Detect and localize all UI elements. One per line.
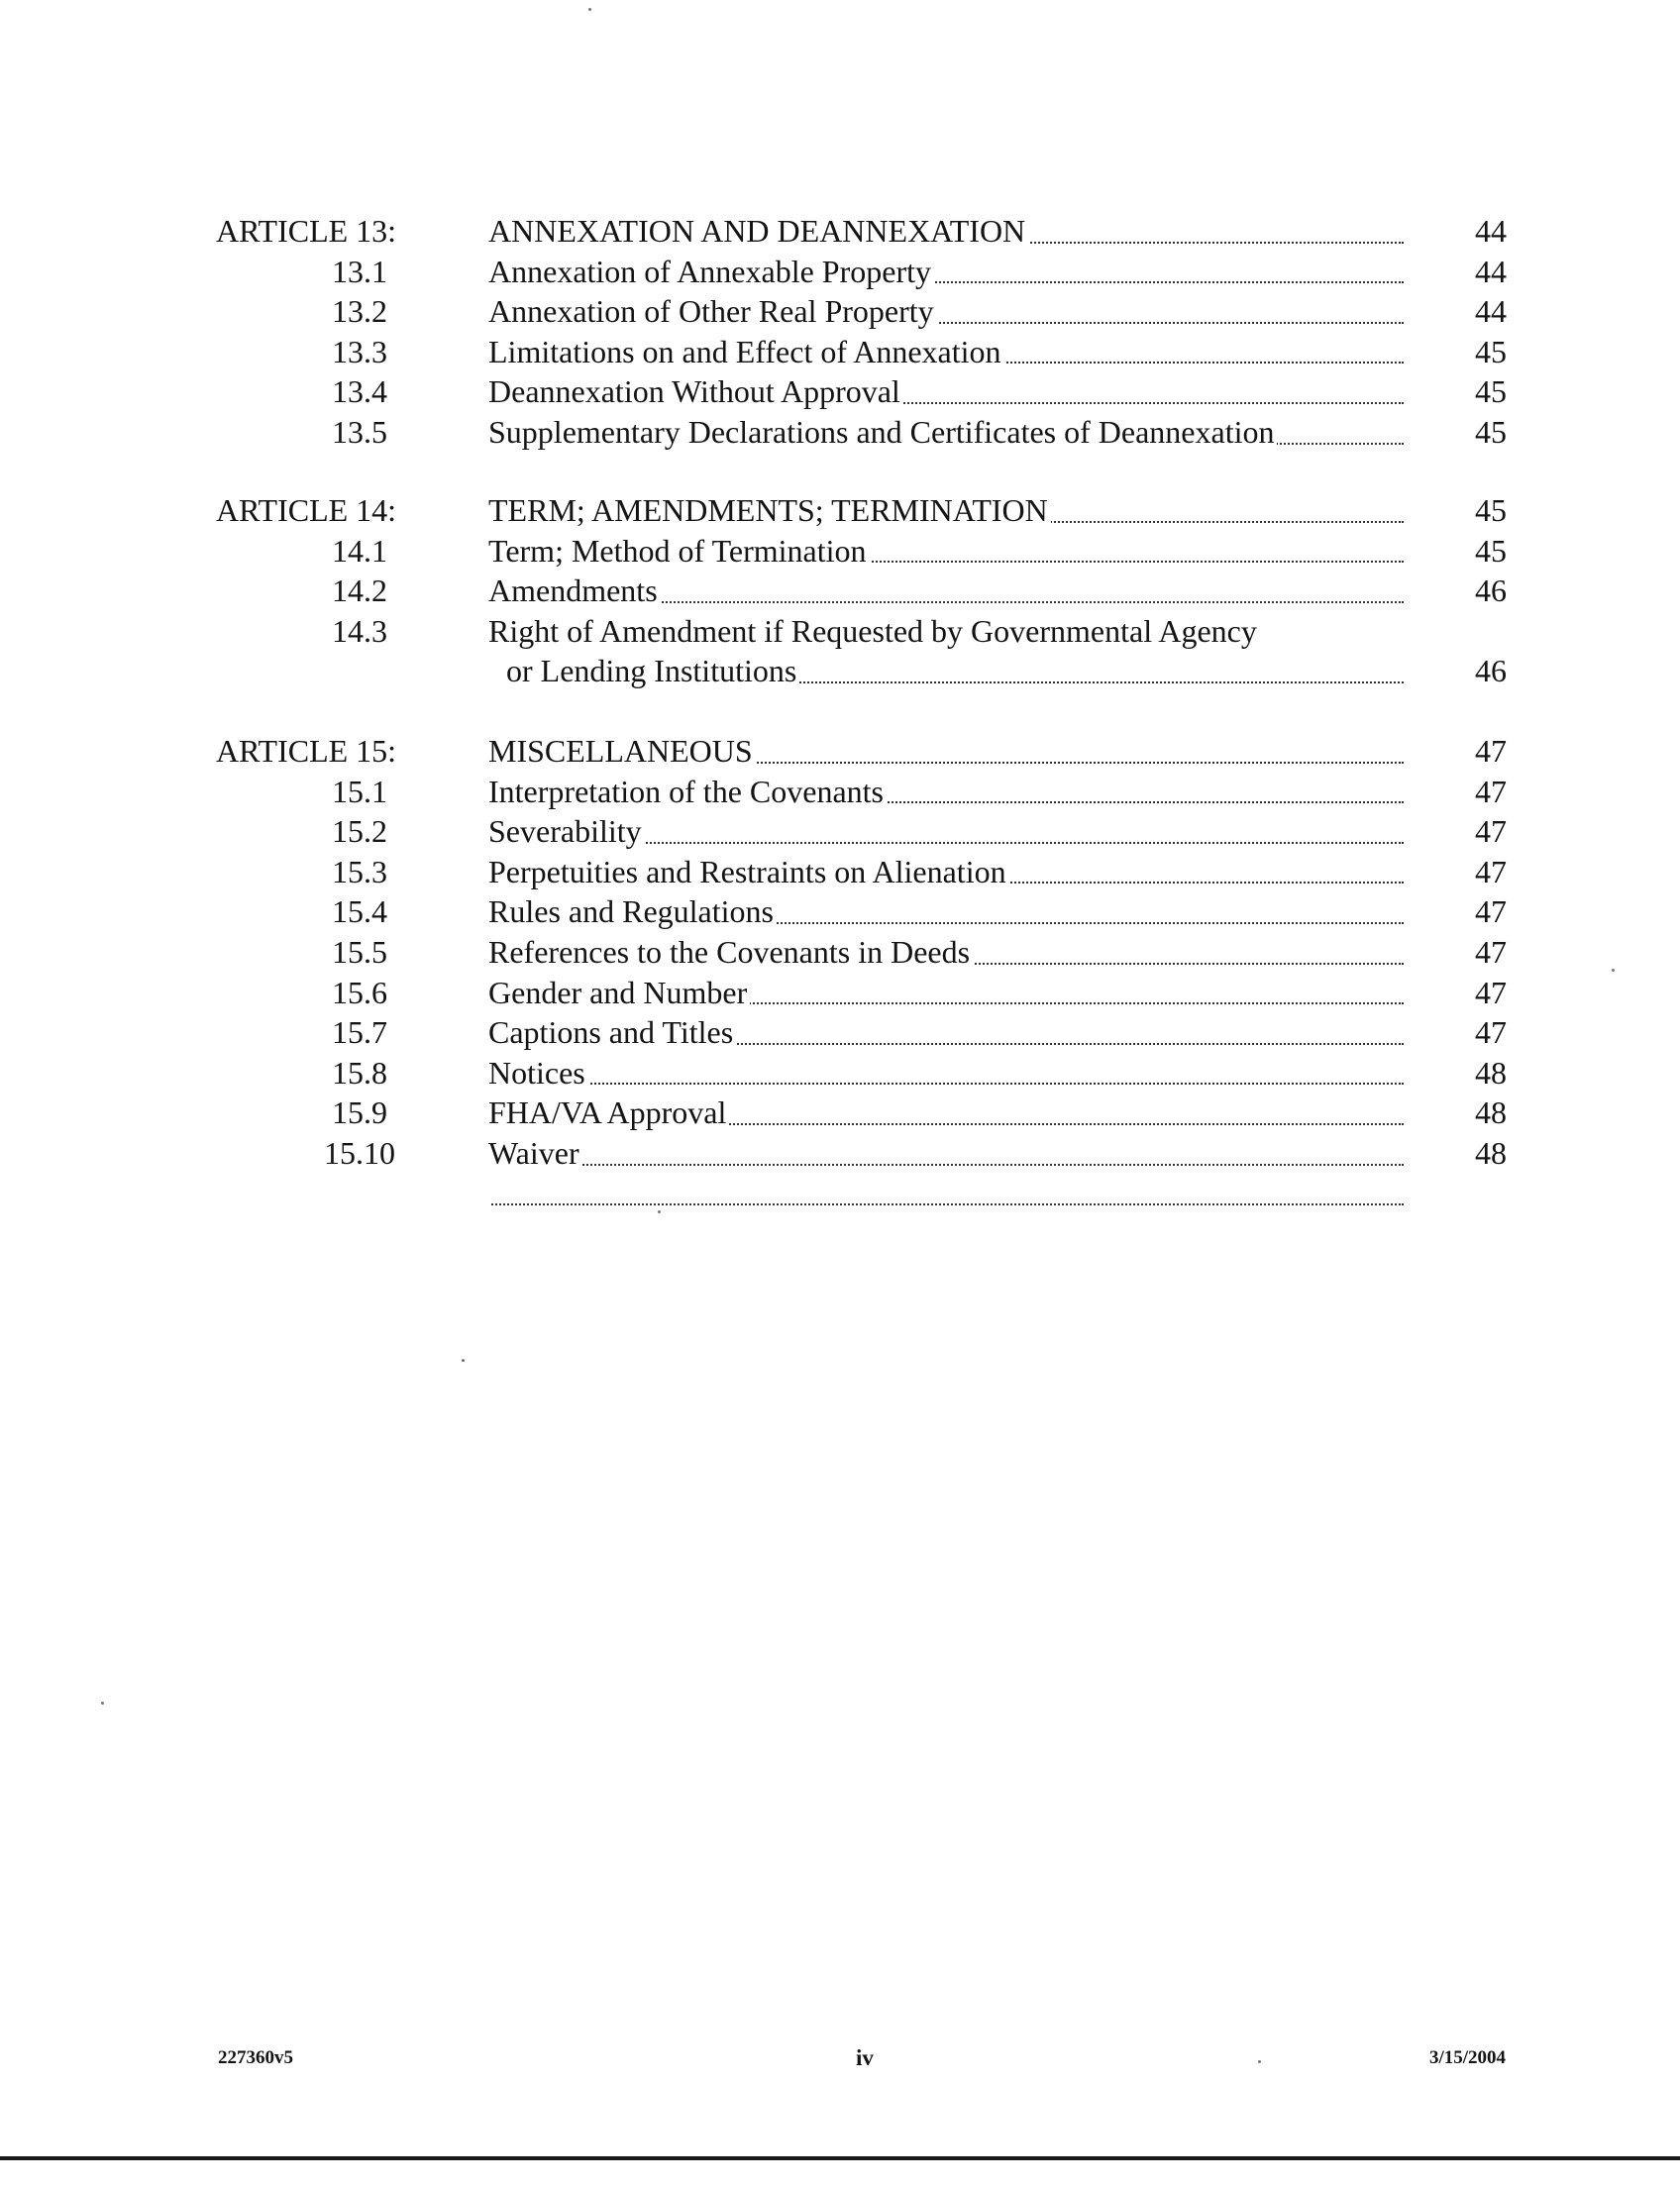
section-row [0,611,1680,652]
section-number: 15.5 [332,933,387,970]
page-number: 45 [1475,413,1507,450]
section-number: 15.1 [332,773,387,809]
section-title-continuation: or Lending Institutions [506,651,1404,691]
section-row [0,412,1680,453]
section-row [0,371,1680,412]
section-title [488,1174,1404,1214]
page-number: 44 [1475,213,1507,249]
article-title: MISCELLANEOUS [488,731,1404,772]
section-title: Deannexation Without Approval [488,371,1404,412]
page-number: 47 [1475,974,1507,1010]
section-row [0,1174,1680,1214]
section-title: Severability [488,811,1404,852]
section-title: Term; Method of Termination [488,531,1404,572]
section-title: Notices [488,1053,1404,1094]
article-13 [0,211,1680,453]
article-14 [0,490,1680,691]
section-number: 15.6 [332,974,387,1010]
section-title: Limitations on and Effect of Annexation [488,332,1404,372]
bottom-rule [0,2156,1680,2160]
section-row [0,571,1680,611]
section-title: Annexation of Other Real Property [488,291,1404,332]
section-number: 13.5 [332,413,387,450]
section-number: 15.8 [332,1054,387,1091]
page-number: 44 [1475,253,1507,289]
article-heading-row [0,490,1680,531]
section-number: 15.10 [324,1134,395,1171]
article-15 [0,731,1680,1213]
scan-speck [588,8,591,11]
section-row [0,252,1680,292]
section-title: References to the Covenants in Deeds [488,932,1404,973]
section-title: Right of Amendment if Requested by Governmental Agency [488,611,1404,652]
page-number: 48 [1475,1134,1507,1171]
page-number: 45 [1475,492,1507,528]
page-number: 45 [1475,532,1507,569]
scan-speck [462,1359,465,1362]
section-title: Waiver [488,1133,1404,1174]
section-number: 15.2 [332,813,387,850]
section-number: 15.9 [332,1094,387,1131]
article-title: ANNEXATION AND DEANNEXATION [488,211,1404,252]
page-number: 46 [1475,653,1507,689]
page-number: 47 [1475,773,1507,809]
section-number: 13.2 [332,293,387,330]
article-number: ARTICLE 14: [216,492,397,528]
section-row [0,332,1680,372]
section-title: Perpetuities and Restraints on Alienation [488,852,1404,892]
section-number: 13.3 [332,333,387,369]
section-title: Supplementary Declarations and Certificates of Deannexation [488,412,1404,453]
section-row [0,1053,1680,1094]
section-row [0,932,1680,973]
section-title: FHA/VA Approval [488,1093,1404,1133]
article-number: ARTICLE 13: [216,213,397,249]
section-number: 13.1 [332,253,387,289]
section-number: 14.2 [332,573,387,609]
page-number: 48 [1475,1094,1507,1131]
section-row [0,891,1680,932]
section-title: Gender and Number [488,973,1404,1013]
section-row [0,811,1680,852]
page-number: 45 [1475,333,1507,369]
section-title: Captions and Titles [488,1012,1404,1053]
page-number: 47 [1475,733,1507,769]
section-title: Interpretation of the Covenants [488,772,1404,812]
section-row [0,973,1680,1013]
article-heading-row [0,211,1680,252]
footer-page-number: iv [856,2045,874,2070]
page-number: 47 [1475,933,1507,970]
scan-speck [101,1702,104,1705]
document-id: 227360v5 [218,2047,293,2068]
section-row-continuation [0,651,1680,691]
page-number: 47 [1475,893,1507,930]
page-number: 47 [1475,813,1507,850]
section-number: 15.4 [332,893,387,930]
section-title: Rules and Regulations [488,891,1404,932]
section-row [0,531,1680,572]
section-title: Annexation of Annexable Property [488,252,1404,292]
section-row [0,772,1680,812]
section-number: 14.1 [332,532,387,569]
page-number: 48 [1475,1054,1507,1091]
article-title: TERM; AMENDMENTS; TERMINATION [488,490,1404,531]
section-row [0,1093,1680,1133]
section-row [0,852,1680,892]
section-title: Amendments [488,571,1404,611]
section-row [0,291,1680,332]
section-number: 14.3 [332,612,387,649]
article-heading-row [0,731,1680,772]
section-row [0,1012,1680,1053]
section-number: 13.4 [332,373,387,410]
section-number: 15.7 [332,1014,387,1051]
page-number: 46 [1475,573,1507,609]
page-number: 45 [1475,373,1507,410]
article-number: ARTICLE 15: [216,733,397,769]
page-number: 47 [1475,1014,1507,1051]
page-number: 44 [1475,293,1507,330]
scan-speck [1612,969,1615,972]
scan-speck [1258,2060,1261,2063]
scan-speck [658,1210,661,1213]
section-number: 15.3 [332,853,387,889]
section-row [0,1133,1680,1174]
footer-date: 3/15/2004 [1428,2047,1506,2068]
page-number: 47 [1475,853,1507,889]
